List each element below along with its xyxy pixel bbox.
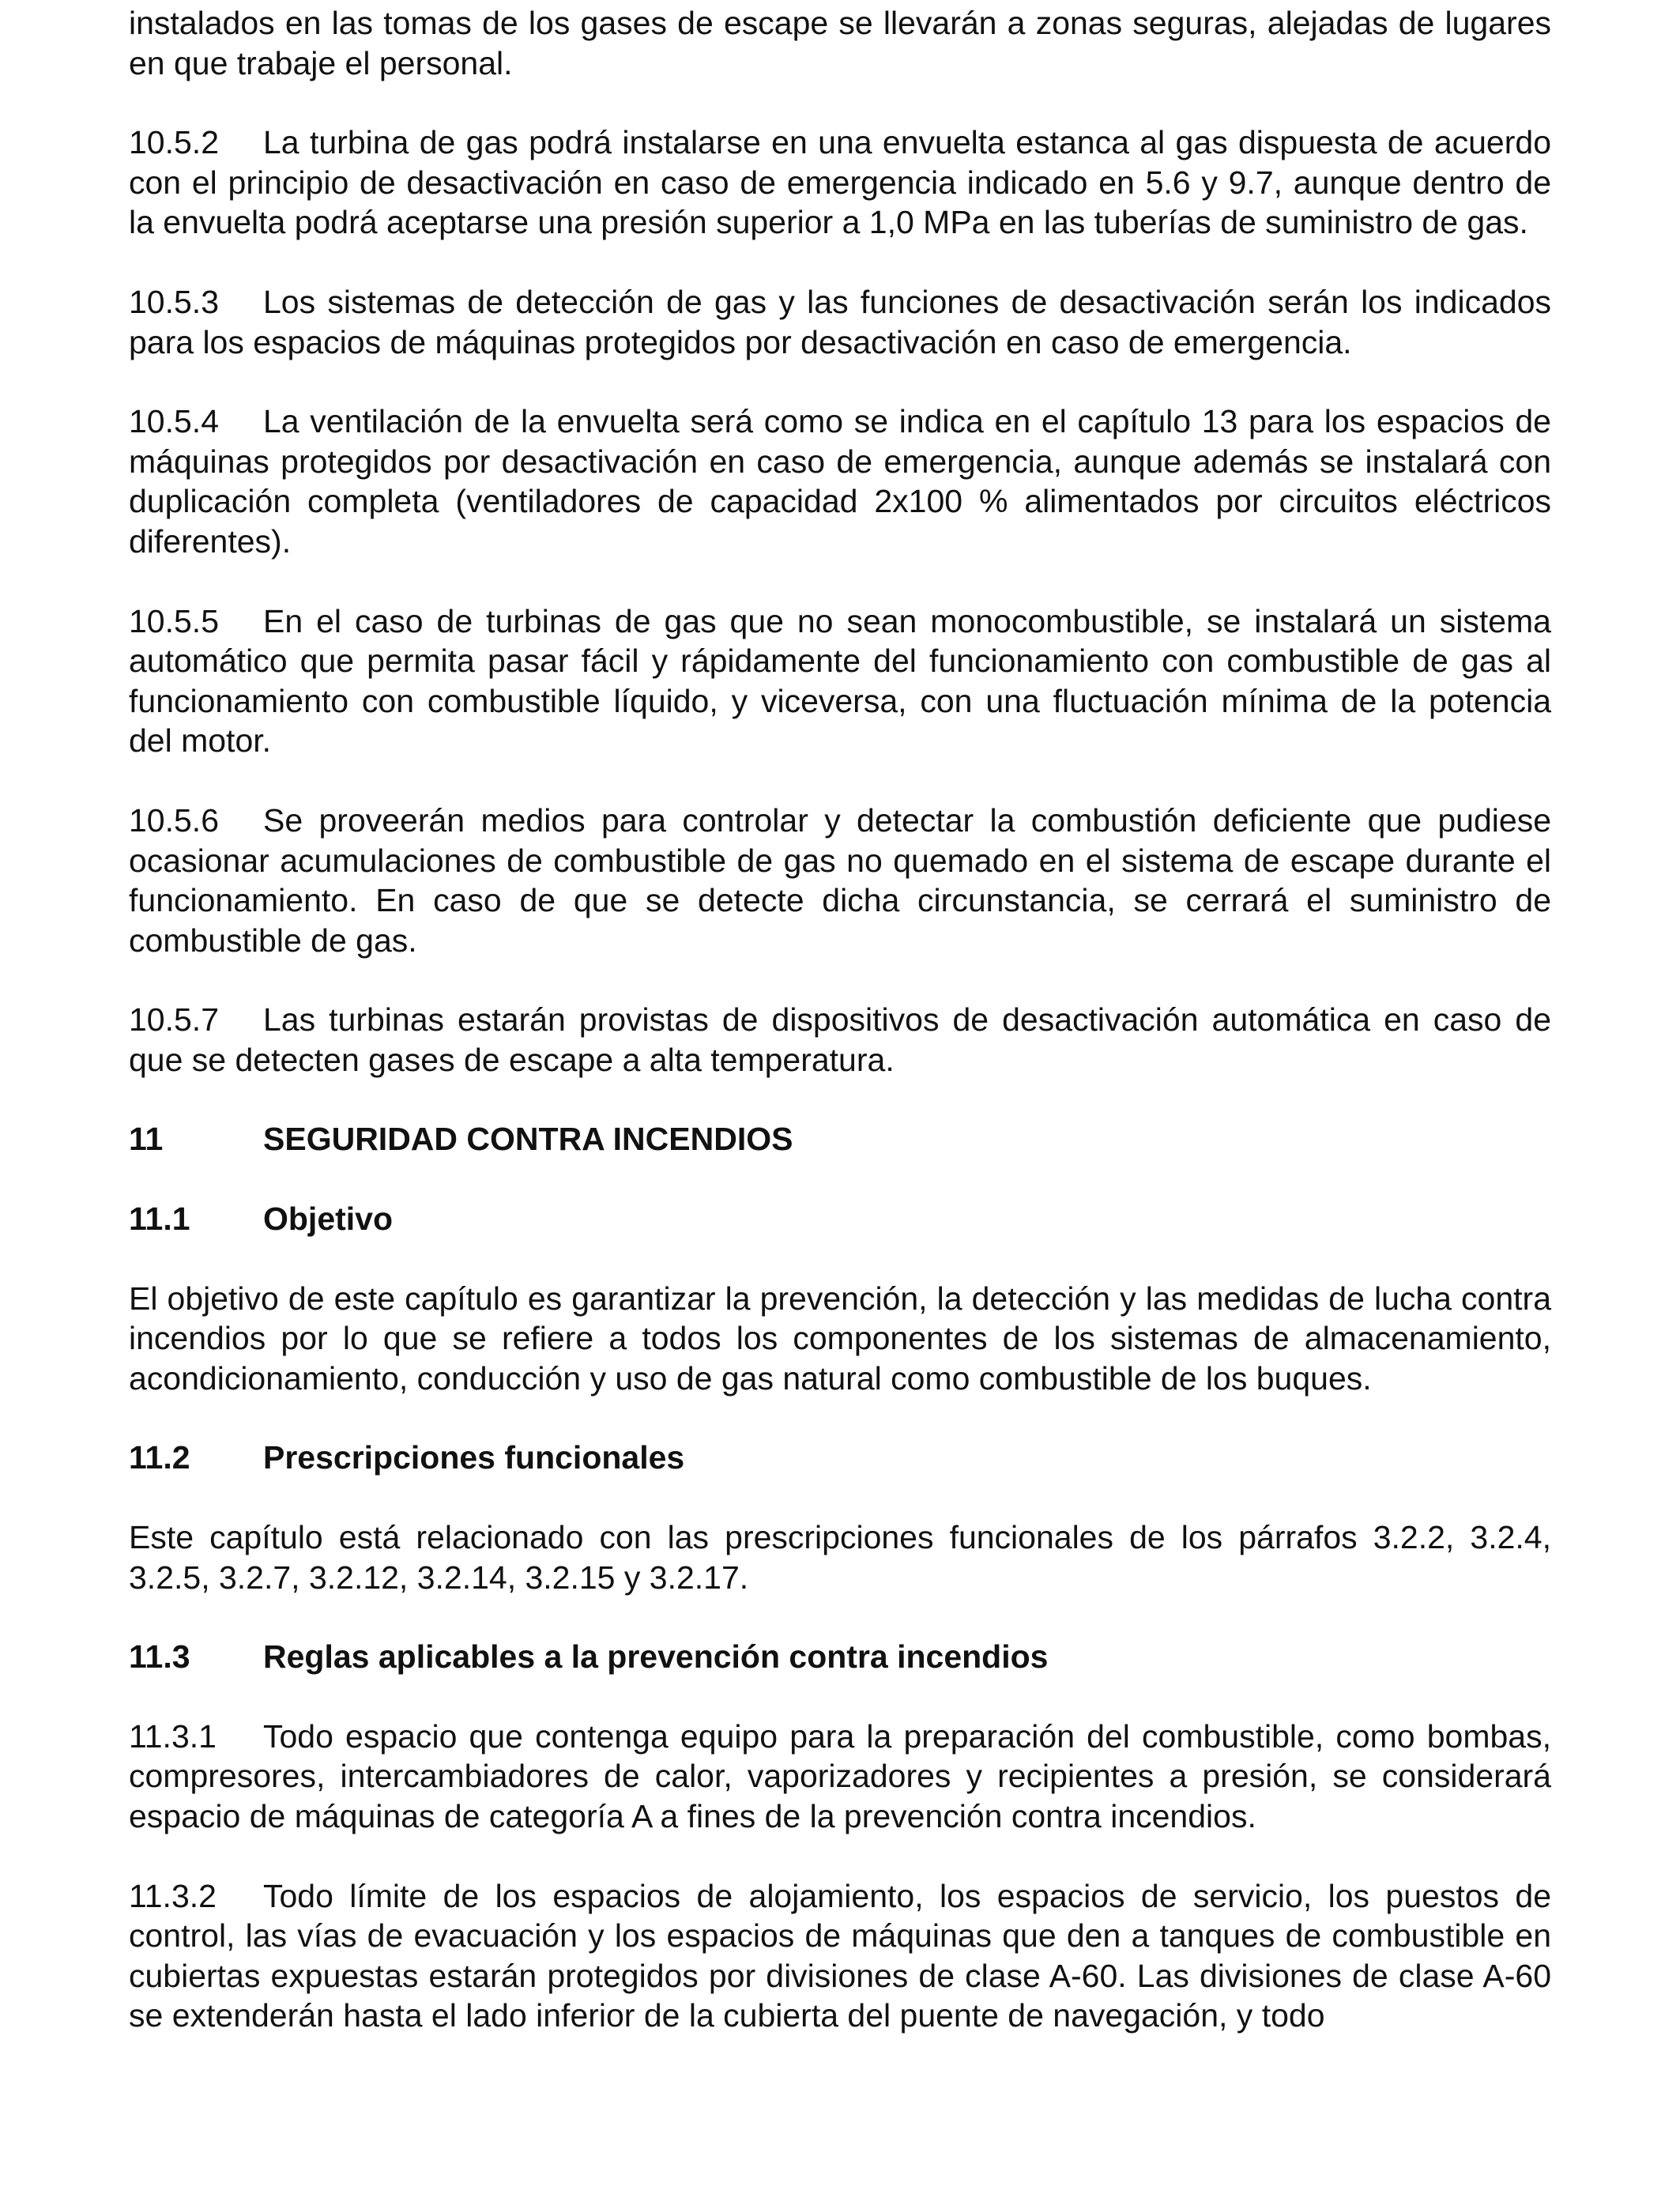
paragraph-prescripciones (129, 1517, 1551, 1597)
section-heading-11-2 (129, 1438, 1551, 1478)
section-heading-11 (129, 1119, 1551, 1159)
paragraph-text: En el caso de turbinas de gas que no sean monocombustible, se instalará un sistema automático que permita pasar fácil y rápidamente del funcionamiento con combustible de gas al funcionamiento con combustible líquido, y viceversa, con una fluctuación mínima de la potencia del motor. (129, 602, 1551, 760)
section-number: 11.1 (129, 1201, 190, 1238)
paragraph-text: instalados en las tomas de los gases de escape se llevarán a zonas seguras, alejadas de lugares en que trabaje el personal. (129, 5, 1551, 81)
section-heading-11-3 (129, 1637, 1551, 1677)
paragraph-11-3-2 (129, 1876, 1551, 2036)
section-number: 11 (129, 1121, 164, 1158)
paragraph-objetivo (129, 1279, 1551, 1399)
paragraph-text: Los sistemas de detección de gas y las funciones de desactivación serán los indicados para los espacios de máquinas protegidos por desactivación en caso de emergencia. (129, 283, 1551, 360)
paragraph-10-5-2 (129, 123, 1551, 243)
section-title: Prescripciones funcionales (263, 1439, 685, 1476)
paragraph-10-5-4 (129, 401, 1551, 561)
paragraph-text: Todo límite de los espacios de alojamiento, los espacios de servicio, los puestos de control, las vías de evacuación y los espacios de máquinas que den a tanques de combustible en cubiertas expuestas estarán protegidos por divisiones de clase A-60. Las divisiones de clase A-60 se extenderán hasta el lado inferior de la cubierta del puente de navegación, y todo (129, 1877, 1551, 2034)
paragraph-10-5-5 (129, 601, 1551, 761)
paragraph-text: Las turbinas estarán provistas de dispositivos de desactivación automática en caso de que se detecten gases de escape a alta temperatura. (129, 1001, 1551, 1078)
paragraph-continuation (129, 3, 1551, 83)
section-title: Objetivo (263, 1201, 394, 1238)
paragraph-11-3-1 (129, 1717, 1551, 1837)
paragraph-number: 11.3.2 (129, 1877, 217, 1914)
paragraph-number: 10.5.3 (129, 283, 219, 320)
paragraph-text: La turbina de gas podrá instalarse en una envuelta estanca al gas dispuesta de acuerdo con el principio de desactivación en caso de emergencia indicado en 5.6 y 9.7, aunque dentro de la envuelta podrá aceptarse una presión superior a 1,0 MPa en las tuberías de suministro de gas. (129, 124, 1551, 241)
section-heading-11-1 (129, 1199, 1551, 1239)
paragraph-number: 10.5.6 (129, 801, 219, 839)
paragraph-number: 10.5.2 (129, 124, 219, 161)
paragraph-text: El objetivo de este capítulo es garantizar la prevención, la detección y las medidas de lucha contra incendios por lo que se refiere a todos los componentes de los sistemas de almacenamiento, acondicionamiento, conducción y uso de gas natural como combustible de los buques. (129, 1280, 1551, 1397)
paragraph-number: 10.5.7 (129, 1001, 219, 1039)
paragraph-text: Todo espacio que contenga equipo para la preparación del combustible, como bombas, compresores, intercambiadores de calor, vaporizadores y recipientes a presión, se considerará espacio de máquinas de categoría A a fines de la prevención contra incendios. (129, 1717, 1551, 1834)
paragraph-10-5-7 (129, 1000, 1551, 1080)
document-page (129, 3, 1551, 2075)
section-number: 11.3 (129, 1638, 190, 1676)
paragraph-10-5-6 (129, 801, 1551, 960)
paragraph-number: 10.5.4 (129, 403, 219, 440)
paragraph-number: 10.5.5 (129, 602, 219, 639)
section-title: Reglas aplicables a la prevención contra incendios (263, 1638, 1049, 1676)
paragraph-text: Este capítulo está relacionado con las prescripciones funcionales de los párrafos 3.2.2, 3.2.4, 3.2.5, 3.2.7, 3.2.12, 3.2.14, 3.2.15 y 3.2.17. (129, 1519, 1551, 1596)
section-title: SEGURIDAD CONTRA INCENDIOS (263, 1121, 793, 1158)
paragraph-number: 11.3.1 (129, 1717, 217, 1755)
paragraph-text: La ventilación de la envuelta será como se indica en el capítulo 13 para los espacios de máquinas protegidos por desactivación en caso de emergencia, aunque además se instalará con duplicación completa (ventiladores de capacidad 2x100 % alimentados por circuitos eléctricos diferentes). (129, 403, 1551, 560)
paragraph-text: Se proveerán medios para controlar y detectar la combustión deficiente que pudiese ocasionar acumulaciones de combustible de gas no quemado en el sistema de escape durante el funcionamiento. En caso de que se detecte dicha circunstancia, se cerrará el suministro de combustible de gas. (129, 801, 1551, 959)
paragraph-10-5-3 (129, 282, 1551, 362)
section-number: 11.2 (129, 1439, 190, 1476)
